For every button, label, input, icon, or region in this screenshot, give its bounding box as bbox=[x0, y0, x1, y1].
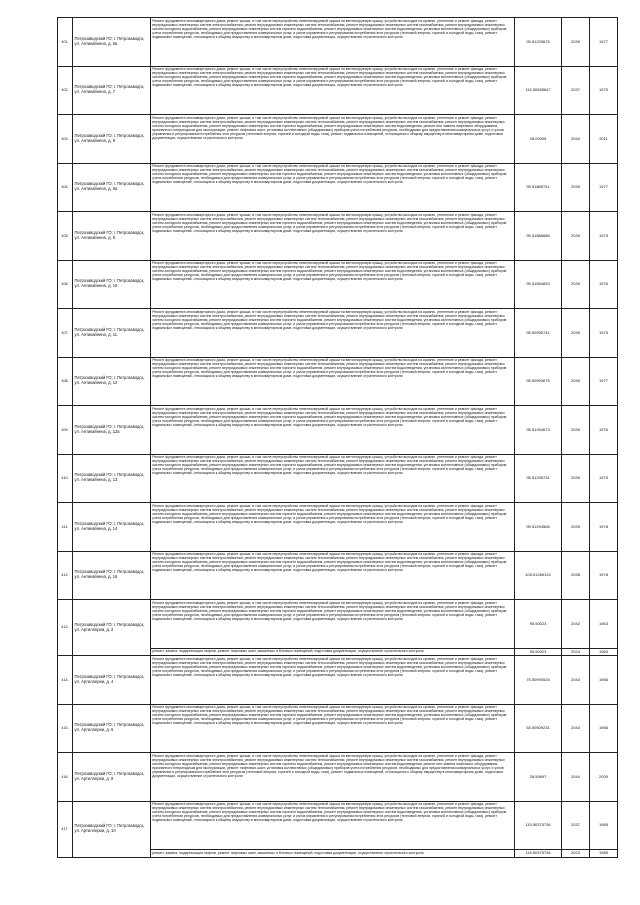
repair-year: 2037 bbox=[562, 66, 590, 115]
works-description: Ремонт фундамента многоквартирного дома, ремонт крыши, в том числе переустройство невентилируемой крыши на вентилируемую крышу, устройство выходов на кровлю, утепление и ремонт фасада, ремонт внутридомовых инженерных систем электроснабжения, ремонт внутридомовых инженерных систем теплоснабжения, ремонт внутридомовых инженерных систем газоснабжения, ремонт внутридомовых инженерных систем холодного водоснабжения, ремонт внутридомовых инженерных систем горячего водоснабжения, ремонт внутридомовых инженерных систем водоотведения, установка коллективных (общедомовых) приборов учета потребления ресурсов, необходимых для предоставления коммунальных услуг, и узлов управления и регулирования потребления этих ресурсов (тепловой энергии, горячей и холодной воды, газа), ремонт подвальных помещений, относящихся к общему имуществу в многоквартирном доме, подготовка документации, осуществление строительного контроля bbox=[151, 600, 515, 649]
row-number: 406. bbox=[58, 260, 73, 309]
repair-year: 2024 bbox=[562, 648, 590, 656]
build-year: 1976 bbox=[590, 406, 618, 455]
table-row bbox=[58, 260, 618, 309]
build-year: 1963 bbox=[590, 648, 618, 656]
build-year: 1975 bbox=[590, 454, 618, 503]
works-description: Ремонт фундамента многоквартирного дома, ремонт крыши, в том числе переустройство невентилируемой крыши на вентилируемую крышу, устройство выходов на кровлю, утепление и ремонт фасада, ремонт внутридомовых инженерных систем электроснабжения, ремонт внутридомовых инженерных систем теплоснабжения, ремонт внутридомовых инженерных систем газоснабжения, ремонт внутридомовых инженерных систем холодного водоснабжения, ремонт внутридомовых инженерных систем горячего водоснабжения, ремонт внутридомовых инженерных систем водоотведения, установка коллективных (общедомовых) приборов учета потребления ресурсов, необходимых для предоставления коммунальных услуг, и узлов управления и регулирования потребления этих ресурсов (тепловой энергии, горячей и холодной воды, газа), ремонт подвальных помещений, относящихся к общему имуществу в многоквартирном доме, подготовка документации, осуществление строительного контроля bbox=[151, 357, 515, 406]
cost-value: 105.51265124 bbox=[515, 551, 562, 600]
cost-value: 95.51886686 bbox=[515, 212, 562, 261]
build-year: 1978 bbox=[590, 551, 618, 600]
building-address: Петрозаводский ГО; г. Петрозаводск, ул. Артиллерии, д. 2 bbox=[73, 600, 151, 656]
row-number: 404. bbox=[58, 163, 73, 212]
cost-value: 95.50023 bbox=[515, 648, 562, 656]
building-address: Петрозаводский ГО; г. Петрозаводск, ул. Артиллерии, д. 6 bbox=[73, 704, 151, 753]
repair-year: 2039 bbox=[562, 163, 590, 212]
repair-year: 2044 bbox=[562, 753, 590, 802]
repair-year: 2039 bbox=[562, 260, 590, 309]
row-number: 413. bbox=[58, 600, 73, 656]
repair-year: 2043 bbox=[562, 656, 590, 705]
building-address: Петрозаводский ГО; г. Петрозаводск, ул. Артиллерии, д. 8 bbox=[73, 753, 151, 802]
cost-value: 95.51394673 bbox=[515, 406, 562, 455]
build-year: 1985 bbox=[590, 801, 618, 850]
program-table-page bbox=[57, 17, 617, 858]
table-row bbox=[58, 357, 618, 406]
build-year: 1977 bbox=[590, 18, 618, 67]
row-number: 415. bbox=[58, 704, 73, 753]
works-description: Ремонт фундамента многоквартирного дома, ремонт крыши, в том числе переустройство невентилируемой крыши на вентилируемую крышу, устройство выходов на кровлю, утепление и ремонт фасада, ремонт внутридомовых инженерных систем электроснабжения, ремонт внутридомовых инженерных систем теплоснабжения, ремонт внутридомовых инженерных систем газоснабжения, ремонт внутридомовых инженерных систем холодного водоснабжения, ремонт внутридомовых инженерных систем горячего водоснабжения, ремонт внутридомовых инженерных систем водоотведения, установка коллективных (общедомовых) приборов учета потребления ресурсов, необходимых для предоставления коммунальных услуг, и узлов управления и регулирования потребления этих ресурсов (тепловой энергии, горячей и холодной воды, газа), ремонт подвальных помещений, относящихся к общему имуществу в многоквартирном доме, подготовка документации, осуществление строительного контроля bbox=[151, 551, 515, 600]
repair-year: 2039 bbox=[562, 503, 590, 552]
building-address: Петрозаводский ГО; г. Петрозаводск, ул. Антикайнена, д. 9 bbox=[73, 212, 151, 261]
table-row bbox=[58, 503, 618, 552]
table-row bbox=[58, 656, 618, 705]
repair-year: 2042 bbox=[562, 600, 590, 649]
table-row bbox=[58, 600, 618, 649]
table-row bbox=[58, 753, 618, 802]
build-year: 1978 bbox=[590, 503, 618, 552]
repair-year: 2037 bbox=[562, 801, 590, 850]
table-row bbox=[58, 454, 618, 503]
building-address: Петрозаводский ГО; г. Петрозаводск, ул. Антикайнена, д. 12а bbox=[73, 406, 151, 455]
build-year: 1977 bbox=[590, 357, 618, 406]
cost-value: 115.50375736 bbox=[515, 801, 562, 850]
cost-value: 95.50995741 bbox=[515, 309, 562, 358]
table-row bbox=[58, 704, 618, 753]
build-year: 1963 bbox=[590, 600, 618, 649]
building-address: Петрозаводский ГО; г. Петрозаводск, ул. Антикайнена, д. 8а bbox=[73, 163, 151, 212]
table-row bbox=[58, 551, 618, 600]
repair-year: 2038 bbox=[562, 551, 590, 600]
building-address: Петрозаводский ГО; г. Петрозаводск, ул. Антикайнена, д. 12 bbox=[73, 357, 151, 406]
row-number: 414. bbox=[58, 656, 73, 705]
works-description: Ремонт фундамента многоквартирного дома, ремонт крыши, в том числе переустройство невентилируемой крыши на вентилируемую крышу, устройство выходов на кровлю, утепление и ремонт фасада, ремонт внутридомовых инженерных систем электроснабжения, ремонт внутридомовых инженерных систем теплоснабжения, ремонт внутридомовых инженерных систем газоснабжения, ремонт внутридомовых инженерных систем холодного водоснабжения, ремонт внутридомовых инженерных систем горячего водоснабжения, ремонт внутридомовых инженерных систем водоотведения, ремонт или замена лифтового оборудования, признанного непригодным для эксплуатации, ремонт лифтовых шахт, установка коллективных (общедомовых) приборов учета потребления ресурсов, необходимых для предоставления коммунальных услуг, и узлов управления и регулирования потребления этих ресурсов (тепловой энергии, горячей и холодной воды, газа), ремонт подвальных помещений, относящихся к общему имуществу в многоквартирном доме, подготовка документации, осуществление строительного контроля bbox=[151, 753, 515, 802]
building-address: Петрозаводский ГО; г. Петрозаводск, ул. Антикайнена, д. 13 bbox=[73, 454, 151, 503]
cost-value: 95.50023 bbox=[515, 600, 562, 649]
table-row bbox=[58, 212, 618, 261]
works-description: Ремонт фундамента многоквартирного дома, ремонт крыши, в том числе переустройство невентилируемой крыши на вентилируемую крышу, устройство выходов на кровлю, утепление и ремонт фасада, ремонт внутридомовых инженерных систем электроснабжения, ремонт внутридомовых инженерных систем теплоснабжения, ремонт внутридомовых инженерных систем газоснабжения, ремонт внутридомовых инженерных систем холодного водоснабжения, ремонт внутридомовых инженерных систем горячего водоснабжения, ремонт внутридомовых инженерных систем водоотведения, установка коллективных (общедомовых) приборов учета потребления ресурсов, необходимых для предоставления коммунальных услуг, и узлов управления и регулирования потребления этих ресурсов (тепловой энергии, горячей и холодной воды, газа), ремонт подвальных помещений, относящихся к общему имуществу в многоквартирном доме, подготовка документации, осуществление строительного контроля bbox=[151, 801, 515, 850]
build-year: 1976 bbox=[590, 260, 618, 309]
build-year: 2011 bbox=[590, 115, 618, 164]
cost-value: 54.50509231 bbox=[515, 704, 562, 753]
build-year: 1966 bbox=[590, 704, 618, 753]
repair-year: 2039 bbox=[562, 18, 590, 67]
building-address: Петрозаводский ГО; г. Петрозаводск, ул. Антикайнена, д. 16 bbox=[73, 551, 151, 600]
build-year: 1977 bbox=[590, 163, 618, 212]
cost-value: 115.50585647 bbox=[515, 66, 562, 115]
cost-value: 95.51564833 bbox=[515, 260, 562, 309]
build-year: 1975 bbox=[590, 66, 618, 115]
cost-value: 95.51885741 bbox=[515, 163, 562, 212]
row-number: 412. bbox=[58, 551, 73, 600]
works-description: Ремонт фундамента многоквартирного дома, ремонт крыши, в том числе переустройство невентилируемой крыши на вентилируемую крышу, устройство выходов на кровлю, утепление и ремонт фасада, ремонт внутридомовых инженерных систем электроснабжения, ремонт внутридомовых инженерных систем теплоснабжения, ремонт внутридомовых инженерных систем газоснабжения, ремонт внутридомовых инженерных систем холодного водоснабжения, ремонт внутридомовых инженерных систем горячего водоснабжения, ремонт внутридомовых инженерных систем водоотведения, установка коллективных (общедомовых) приборов учета потребления ресурсов, необходимых для предоставления коммунальных услуг, и узлов управления и регулирования потребления этих ресурсов (тепловой энергии, горячей и холодной воды, газа), ремонт подвальных помещений, относящихся к общему имуществу в многоквартирном доме, подготовка документации, осуществление строительного контроля bbox=[151, 704, 515, 753]
cost-value: 75.50990525 bbox=[515, 656, 562, 705]
building-address: Петрозаводский ГО; г. Петрозаводск, ул. Антикайнена, д. 8 bbox=[73, 115, 151, 164]
works-description: Ремонт фундамента многоквартирного дома, ремонт крыши, в том числе переустройство невентилируемой крыши на вентилируемую крышу, устройство выходов на кровлю, утепление и ремонт фасада, ремонт внутридомовых инженерных систем электроснабжения, ремонт внутридомовых инженерных систем теплоснабжения, ремонт внутридомовых инженерных систем газоснабжения, ремонт внутридомовых инженерных систем холодного водоснабжения, ремонт внутридомовых инженерных систем горячего водоснабжения, ремонт внутридомовых инженерных систем водоотведения, установка коллективных (общедомовых) приборов учета потребления ресурсов, необходимых для предоставления коммунальных услуг, и узлов управления и регулирования потребления этих ресурсов (тепловой энергии, горячей и холодной воды, газа), ремонт подвальных помещений, относящихся к общему имуществу в многоквартирном доме, подготовка документации, осуществление строительного контроля bbox=[151, 66, 515, 115]
row-number: 405. bbox=[58, 212, 73, 261]
table-row bbox=[58, 115, 618, 164]
works-description: ремонт, замена, модернизация лифтов, ремонт лифтовых шахт, машинных и блочных помещений, подготовка документации, осуществление строительного контроля bbox=[151, 648, 515, 656]
row-number: 416. bbox=[58, 753, 73, 802]
building-address: Петрозаводский ГО; г. Петрозаводск, ул. Артиллерии, д. 10 bbox=[73, 801, 151, 857]
table-row bbox=[58, 801, 618, 850]
row-number: 417. bbox=[58, 801, 73, 857]
works-description: Ремонт фундамента многоквартирного дома, ремонт крыши, в том числе переустройство невентилируемой крыши на вентилируемую крышу, устройство выходов на кровлю, утепление и ремонт фасада, ремонт внутридомовых инженерных систем электроснабжения, ремонт внутридомовых инженерных систем теплоснабжения, ремонт внутридомовых инженерных систем газоснабжения, ремонт внутридомовых инженерных систем холодного водоснабжения, ремонт внутридомовых инженерных систем горячего водоснабжения, ремонт внутридомовых инженерных систем водоотведения, установка коллективных (общедомовых) приборов учета потребления ресурсов, необходимых для предоставления коммунальных услуг, и узлов управления и регулирования потребления этих ресурсов (тепловой энергии, горячей и холодной воды, газа), ремонт подвальных помещений, относящихся к общему имуществу в многоквартирном доме, подготовка документации, осуществление строительного контроля bbox=[151, 163, 515, 212]
repair-year: 2039 bbox=[562, 212, 590, 261]
build-year: 2009 bbox=[590, 753, 618, 802]
works-description: Ремонт фундамента многоквартирного дома, ремонт крыши, в том числе переустройство невентилируемой крыши на вентилируемую крышу, устройство выходов на кровлю, утепление и ремонт фасада, ремонт внутридомовых инженерных систем электроснабжения, ремонт внутридомовых инженерных систем теплоснабжения, ремонт внутридомовых инженерных систем газоснабжения, ремонт внутридомовых инженерных систем холодного водоснабжения, ремонт внутридомовых инженерных систем горячего водоснабжения, ремонт внутридомовых инженерных систем водоотведения, установка коллективных (общедомовых) приборов учета потребления ресурсов, необходимых для предоставления коммунальных услуг, и узлов управления и регулирования потребления этих ресурсов (тепловой энергии, горячей и холодной воды, газа), ремонт подвальных помещений, относящихся к общему имуществу в многоквартирном доме, подготовка документации, осуществление строительного контроля bbox=[151, 309, 515, 358]
repair-year: 2039 bbox=[562, 406, 590, 455]
cost-value: 95.51295731 bbox=[515, 454, 562, 503]
build-year: 1975 bbox=[590, 309, 618, 358]
capital-repair-table bbox=[57, 17, 618, 858]
table-row bbox=[58, 163, 618, 212]
row-number: 410. bbox=[58, 454, 73, 503]
works-description: Ремонт фундамента многоквартирного дома, ремонт крыши, в том числе переустройство невентилируемой крыши на вентилируемую крышу, устройство выходов на кровлю, утепление и ремонт фасада, ремонт внутридомовых инженерных систем электроснабжения, ремонт внутридомовых инженерных систем теплоснабжения, ремонт внутридомовых инженерных систем газоснабжения, ремонт внутридомовых инженерных систем холодного водоснабжения, ремонт внутридомовых инженерных систем горячего водоснабжения, ремонт внутридомовых инженерных систем водоотведения, установка коллективных (общедомовых) приборов учета потребления ресурсов, необходимых для предоставления коммунальных услуг, и узлов управления и регулирования потребления этих ресурсов (тепловой энергии, горячей и холодной воды, газа), ремонт подвальных помещений, относящихся к общему имуществу в многоквартирном доме, подготовка документации, осуществление строительного контроля bbox=[151, 454, 515, 503]
building-address: Петрозаводский ГО; г. Петрозаводск, ул. Антикайнена, д. 11 bbox=[73, 309, 151, 358]
repair-year: 2039 bbox=[562, 454, 590, 503]
row-number: 401. bbox=[58, 18, 73, 67]
building-address: Петрозаводский ГО; г. Петрозаводск, ул. Антикайнена, д. 6а bbox=[73, 18, 151, 67]
repair-year: 2023 bbox=[562, 850, 590, 858]
cost-value: 115.50375736 bbox=[515, 850, 562, 858]
cost-value: 28.00005 bbox=[515, 115, 562, 164]
build-year: 1975 bbox=[590, 212, 618, 261]
repair-year: 2040 bbox=[562, 357, 590, 406]
build-year: 1985 bbox=[590, 850, 618, 858]
cost-value: 28.50697 bbox=[515, 753, 562, 802]
works-description: ремонт, замена, модернизация лифтов, ремонт лифтовых шахт, машинных и блочных помещений, подготовка документации, осуществление строительного контроля bbox=[151, 850, 515, 858]
building-address: Петрозаводский ГО; г. Петрозаводск, ул. Антикайнена, д. 10 bbox=[73, 260, 151, 309]
row-number: 403. bbox=[58, 115, 73, 164]
works-description: Ремонт фундамента многоквартирного дома, ремонт крыши, в том числе переустройство невентилируемой крыши на вентилируемую крышу, устройство выходов на кровлю, утепление и ремонт фасада, ремонт внутридомовых инженерных систем электроснабжения, ремонт внутридомовых инженерных систем теплоснабжения, ремонт внутридомовых инженерных систем газоснабжения, ремонт внутридомовых инженерных систем холодного водоснабжения, ремонт внутридомовых инженерных систем горячего водоснабжения, ремонт внутридомовых инженерных систем водоотведения, установка коллективных (общедомовых) приборов учета потребления ресурсов, необходимых для предоставления коммунальных услуг, и узлов управления и регулирования потребления этих ресурсов (тепловой энергии, горячей и холодной воды, газа), ремонт подвальных помещений, относящихся к общему имуществу в многоквартирном доме, подготовка документации, осуществление строительного контроля bbox=[151, 212, 515, 261]
row-number: 408. bbox=[58, 357, 73, 406]
row-number: 407. bbox=[58, 309, 73, 358]
cost-value: 95.51294566 bbox=[515, 503, 562, 552]
building-address: Петрозаводский ГО; г. Петрозаводск, ул. Артиллерии, д. 4 bbox=[73, 656, 151, 705]
repair-year: 2044 bbox=[562, 115, 590, 164]
works-description: Ремонт фундамента многоквартирного дома, ремонт крыши, в том числе переустройство невентилируемой крыши на вентилируемую крышу, устройство выходов на кровлю, утепление и ремонт фасада, ремонт внутридомовых инженерных систем электроснабжения, ремонт внутридомовых инженерных систем теплоснабжения, ремонт внутридомовых инженерных систем газоснабжения, ремонт внутридомовых инженерных систем холодного водоснабжения, ремонт внутридомовых инженерных систем горячего водоснабжения, ремонт внутридомовых инженерных систем водоотведения, установка коллективных (общедомовых) приборов учета потребления ресурсов, необходимых для предоставления коммунальных услуг, и узлов управления и регулирования потребления этих ресурсов (тепловой энергии, горячей и холодной воды, газа), ремонт подвальных помещений, относящихся к общему имуществу в многоквартирном доме, подготовка документации, осуществление строительного контроля bbox=[151, 406, 515, 455]
build-year: 1966 bbox=[590, 656, 618, 705]
table-body bbox=[58, 18, 618, 858]
row-number: 409. bbox=[58, 406, 73, 455]
repair-year: 2043 bbox=[562, 704, 590, 753]
building-address: Петрозаводский ГО; г. Петрозаводск, ул. Антикайнена, д. 7 bbox=[73, 66, 151, 115]
table-row bbox=[58, 18, 618, 67]
repair-year: 2039 bbox=[562, 309, 590, 358]
cost-value: 95.51293675 bbox=[515, 18, 562, 67]
works-description: Ремонт фундамента многоквартирного дома, ремонт крыши, в том числе переустройство невентилируемой крыши на вентилируемую крышу, устройство выходов на кровлю, утепление и ремонт фасада, ремонт внутридомовых инженерных систем электроснабжения, ремонт внутридомовых инженерных систем теплоснабжения, ремонт внутридомовых инженерных систем газоснабжения, ремонт внутридомовых инженерных систем холодного водоснабжения, ремонт внутридомовых инженерных систем горячего водоснабжения, ремонт внутридомовых инженерных систем водоотведения, установка коллективных (общедомовых) приборов учета потребления ресурсов, необходимых для предоставления коммунальных услуг, и узлов управления и регулирования потребления этих ресурсов (тепловой энергии, горячей и холодной воды, газа), ремонт подвальных помещений, относящихся к общему имуществу в многоквартирном доме, подготовка документации, осуществление строительного контроля bbox=[151, 503, 515, 552]
table-row bbox=[58, 406, 618, 455]
table-row bbox=[58, 309, 618, 358]
row-number: 402. bbox=[58, 66, 73, 115]
building-address: Петрозаводский ГО; г. Петрозаводск, ул. Антикайнена, д. 14 bbox=[73, 503, 151, 552]
works-description: Ремонт фундамента многоквартирного дома, ремонт крыши, в том числе переустройство невентилируемой крыши на вентилируемую крышу, устройство выходов на кровлю, утепление и ремонт фасада, ремонт внутридомовых инженерных систем электроснабжения, ремонт внутридомовых инженерных систем теплоснабжения, ремонт внутридомовых инженерных систем газоснабжения, ремонт внутридомовых инженерных систем холодного водоснабжения, ремонт внутридомовых инженерных систем горячего водоснабжения, ремонт внутридомовых инженерных систем водоотведения, установка коллективных (общедомовых) приборов учета потребления ресурсов, необходимых для предоставления коммунальных услуг, и узлов управления и регулирования потребления этих ресурсов (тепловой энергии, горячей и холодной воды, газа), ремонт подвальных помещений, относящихся к общему имуществу в многоквартирном доме, подготовка документации, осуществление строительного контроля bbox=[151, 260, 515, 309]
works-description: Ремонт фундамента многоквартирного дома, ремонт крыши, в том числе переустройство невентилируемой крыши на вентилируемую крышу, устройство выходов на кровлю, утепление и ремонт фасада, ремонт внутридомовых инженерных систем электроснабжения, ремонт внутридомовых инженерных систем теплоснабжения, ремонт внутридомовых инженерных систем газоснабжения, ремонт внутридомовых инженерных систем холодного водоснабжения, ремонт внутридомовых инженерных систем горячего водоснабжения, ремонт внутридомовых инженерных систем водоотведения, установка коллективных (общедомовых) приборов учета потребления ресурсов, необходимых для предоставления коммунальных услуг, и узлов управления и регулирования потребления этих ресурсов (тепловой энергии, горячей и холодной воды, газа), ремонт подвальных помещений, относящихся к общему имуществу в многоквартирном доме, подготовка документации, осуществление строительного контроля bbox=[151, 18, 515, 67]
works-description: Ремонт фундамента многоквартирного дома, ремонт крыши, в том числе переустройство невентилируемой крыши на вентилируемую крышу, устройство выходов на кровлю, утепление и ремонт фасада, ремонт внутридомовых инженерных систем электроснабжения, ремонт внутридомовых инженерных систем теплоснабжения, ремонт внутридомовых инженерных систем газоснабжения, ремонт внутридомовых инженерных систем холодного водоснабжения, ремонт внутридомовых инженерных систем горячего водоснабжения, ремонт внутридомовых инженерных систем водоотведения, ремонт или замена лифтового оборудования, признанного непригодным для эксплуатации, ремонт лифтовых шахт, установка коллективных (общедомовых) приборов учета потребления ресурсов, необходимых для предоставления коммунальных услуг, и узлов управления и регулирования потребления этих ресурсов (тепловой энергии, горячей и холодной воды, газа), ремонт подвальных помещений, относящихся к общему имуществу в многоквартирном доме, подготовка документации, осуществление строительного контроля bbox=[151, 115, 515, 164]
row-number: 411. bbox=[58, 503, 73, 552]
cost-value: 95.50993675 bbox=[515, 357, 562, 406]
table-row bbox=[58, 66, 618, 115]
works-description: Ремонт фундамента многоквартирного дома, ремонт крыши, в том числе переустройство невентилируемой крыши на вентилируемую крышу, устройство выходов на кровлю, утепление и ремонт фасада, ремонт внутридомовых инженерных систем электроснабжения, ремонт внутридомовых инженерных систем теплоснабжения, ремонт внутридомовых инженерных систем газоснабжения, ремонт внутридомовых инженерных систем холодного водоснабжения, ремонт внутридомовых инженерных систем горячего водоснабжения, ремонт внутридомовых инженерных систем водоотведения, установка коллективных (общедомовых) приборов учета потребления ресурсов, необходимых для предоставления коммунальных услуг, и узлов управления и регулирования потребления этих ресурсов (тепловой энергии, горячей и холодной воды, газа), ремонт подвальных помещений, относящихся к общему имуществу в многоквартирном доме, подготовка документации, осуществление строительного контроля bbox=[151, 656, 515, 705]
